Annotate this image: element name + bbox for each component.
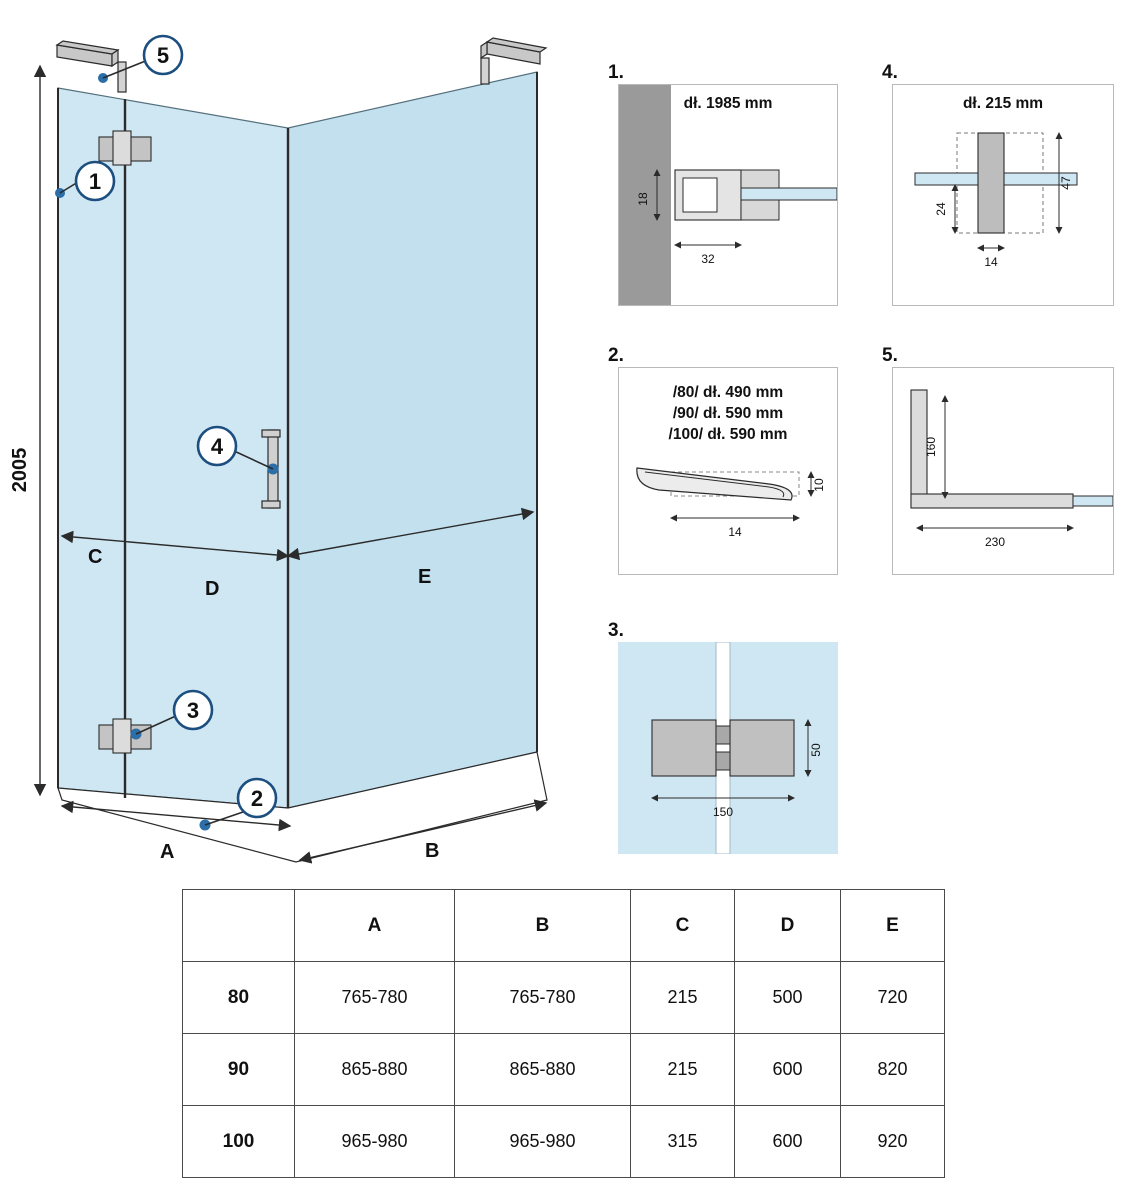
detail-2-line-3: /100/ dł. 590 mm [668,426,788,443]
specification-table [182,889,945,1178]
table-cell-a: 765-780 [295,962,455,1034]
svg-text:E: E [418,566,432,588]
table-cell-b: 965-980 [455,1106,631,1178]
table-header-a: A [295,890,455,962]
detail-1-number: 1. [608,62,624,83]
detail-1-title: dł. 1985 mm [683,95,773,112]
table-row [183,1034,945,1106]
table-cell-c: 215 [631,962,735,1034]
svg-text:10: 10 [812,478,826,492]
detail-2-line-1: /80/ dł. 490 mm [672,384,784,401]
table-row-label: 90 [183,1034,295,1106]
table-cell-e: 720 [841,962,945,1034]
detail-3-drawing [618,642,838,854]
table-cell-e: 820 [841,1034,945,1106]
detail-1-drawing [619,85,838,306]
detail-panel-4 [882,62,1114,307]
callout-1 [76,162,114,200]
svg-text:160: 160 [924,436,938,458]
callout-5 [144,36,182,74]
svg-text:47: 47 [1059,176,1073,190]
table-cell-a: 865-880 [295,1034,455,1106]
svg-text:14: 14 [728,525,742,539]
detail-5-box [892,367,1114,575]
detail-4-title: dł. 215 mm [962,95,1044,112]
svg-text:D: D [205,578,220,600]
table-cell-c: 315 [631,1106,735,1178]
main-drawing [0,0,600,880]
callout-4 [198,427,236,465]
table-header-row [183,890,945,962]
table-header-d: D [735,890,841,962]
detail-panel-3 [608,620,838,860]
detail-5-drawing [893,368,1114,575]
detail-panel-1 [608,62,838,307]
table-row [183,962,945,1034]
table-header-b: B [455,890,631,962]
detail-1-box [618,84,838,306]
table-row-label: 80 [183,962,295,1034]
detail-2-line-2: /90/ dł. 590 mm [672,405,784,422]
svg-text:4: 4 [210,434,224,459]
detail-2-drawing [619,368,838,575]
detail-3-number: 3. [608,620,624,641]
svg-text:14: 14 [984,255,998,269]
svg-text:18: 18 [636,192,650,206]
detail-4-number: 4. [882,62,898,83]
svg-text:24: 24 [934,202,948,216]
table-header-blank [183,890,295,962]
svg-text:2: 2 [250,786,264,811]
detail-2-box [618,367,838,575]
table-cell-d: 600 [735,1106,841,1178]
svg-text:1: 1 [88,169,102,194]
table-cell-d: 500 [735,962,841,1034]
svg-text:B: B [425,840,440,862]
svg-text:5: 5 [156,43,170,68]
detail-4-drawing [893,85,1114,306]
svg-text:150: 150 [712,805,734,819]
svg-text:50: 50 [809,743,823,757]
callout-2 [238,779,276,817]
table-cell-d: 600 [735,1034,841,1106]
table-row-label: 100 [183,1106,295,1178]
detail-5-number: 5. [882,345,898,366]
table-cell-a: 965-980 [295,1106,455,1178]
table-header-c: C [631,890,735,962]
table-cell-c: 215 [631,1034,735,1106]
svg-text:230: 230 [984,535,1006,549]
detail-panel-2 [608,345,838,585]
detail-4-box [892,84,1114,306]
callout-3 [174,691,212,729]
svg-text:A: A [160,841,175,863]
detail-panel-5 [882,345,1114,585]
svg-text:32: 32 [701,252,715,266]
detail-2-number: 2. [608,345,624,366]
table-cell-b: 765-780 [455,962,631,1034]
svg-text:2005: 2005 [9,447,31,493]
detail-3-box [618,642,838,854]
table-cell-b: 865-880 [455,1034,631,1106]
table-header-e: E [841,890,945,962]
table-cell-e: 920 [841,1106,945,1178]
svg-text:C: C [88,546,103,568]
table-row [183,1106,945,1178]
svg-text:3: 3 [186,698,200,723]
